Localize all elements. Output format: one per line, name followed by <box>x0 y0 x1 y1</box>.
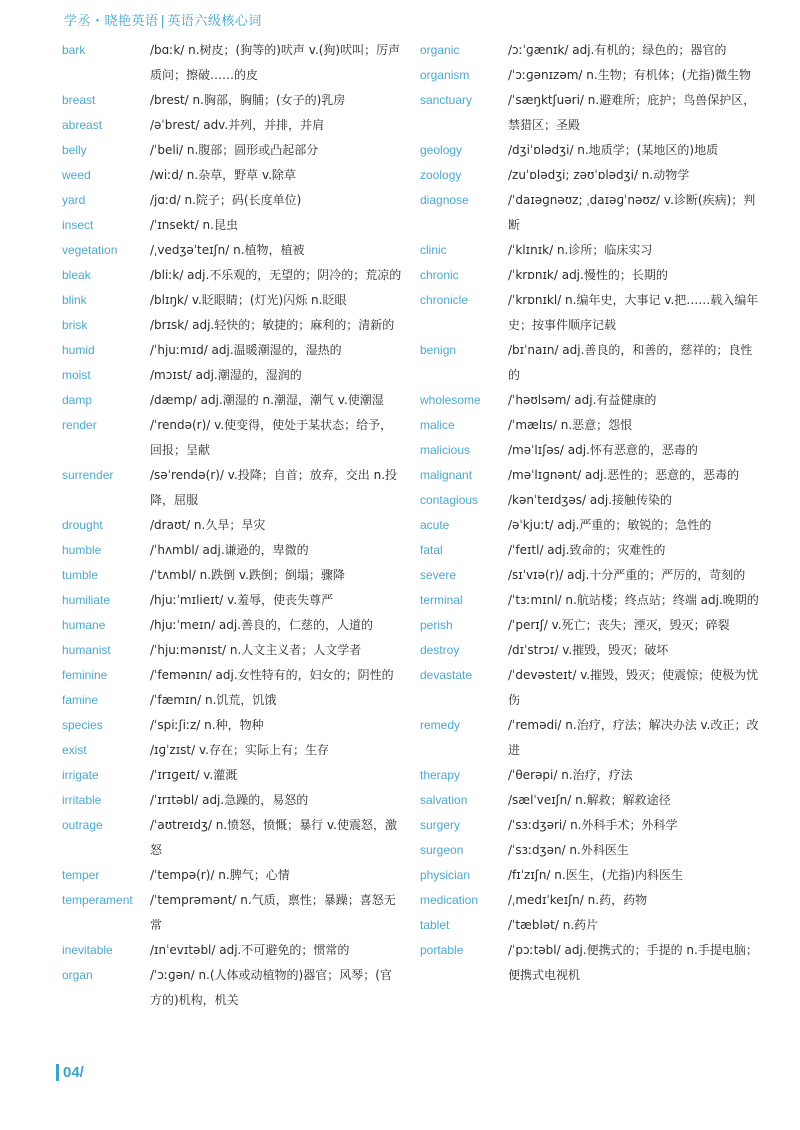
vocab-entry <box>62 513 402 538</box>
brand-label: 学丞・晓艳英语 <box>64 14 159 29</box>
vocab-word: species <box>62 718 103 732</box>
vocab-entry <box>420 663 760 713</box>
vocab-entry <box>62 163 402 188</box>
vocab-word: devastate <box>420 668 473 682</box>
vocab-definition: /ˈtemprəmənt/ n.气质，禀性；暴躁；喜怒无常 <box>150 893 396 932</box>
vocab-entry <box>420 413 760 438</box>
vocab-definition: /kənˈteɪdʒəs/ adj.接触传染的 <box>508 493 672 507</box>
vocab-word: brisk <box>62 318 88 332</box>
vocab-entry <box>420 638 760 663</box>
vocab-entry <box>62 788 402 813</box>
vocab-entry <box>420 463 760 488</box>
vocab-word: tumble <box>62 568 99 582</box>
right-column <box>420 38 760 988</box>
vocab-definition: /bɑːk/ n.树皮；(狗等的)吠声 v.(狗)吠叫；厉声质问；擦破……的皮 <box>150 43 401 82</box>
vocab-definition: /hjuːˈmeɪn/ adj.善良的，仁慈的，人道的 <box>150 618 374 632</box>
vocab-entry <box>420 388 760 413</box>
vocab-word: remedy <box>420 718 461 732</box>
vocab-definition: /ˈfæmɪn/ n.饥荒，饥饿 <box>150 693 277 707</box>
vocab-word: vegetation <box>62 243 118 257</box>
vocab-entry <box>420 88 760 138</box>
vocab-entry <box>62 213 402 238</box>
vocab-definition: /wiːd/ n.杂草，野草 v.除草 <box>150 168 296 182</box>
vocab-definition: /ˈhjuːmənɪst/ n.人文主义者；人文学者 <box>150 643 362 657</box>
vocab-word: humiliate <box>62 593 111 607</box>
vocab-definition: /ˈklɪnɪk/ n.诊所；临床实习 <box>508 243 653 257</box>
vocab-word: acute <box>420 518 450 532</box>
vocab-word: moist <box>62 368 91 382</box>
vocab-definition: /ˈperɪʃ/ v.死亡；丧失；湮灭，毁灭；碎裂 <box>508 618 730 632</box>
vocab-entry <box>420 163 760 188</box>
vocab-word: yard <box>62 193 86 207</box>
vocab-word: temperament <box>62 893 133 907</box>
vocab-entry <box>62 413 402 463</box>
vocab-definition: /ˌmedɪˈkeɪʃn/ n.药，药物 <box>508 893 648 907</box>
vocab-definition: /ˈaʊtreɪdʒ/ n.愤怒，愤慨；暴行 v.使震怒，激怒 <box>150 818 397 857</box>
vocab-word: humble <box>62 543 102 557</box>
vocab-definition: /ˈspiːʃiːz/ n.种，物种 <box>150 718 264 732</box>
vocab-word: therapy <box>420 768 461 782</box>
vocab-definition: /ˈkrɒnɪk/ adj.慢性的；长期的 <box>508 268 668 282</box>
vocab-word: terminal <box>420 593 463 607</box>
vocab-word: render <box>62 418 97 432</box>
vocab-definition: /ɔːˈɡænɪk/ adj.有机的；绿色的；器官的 <box>508 43 727 57</box>
vocab-entry <box>420 438 760 463</box>
vocab-definition: /ˈɪrɪɡeɪt/ v.灌溉 <box>150 768 238 782</box>
vocab-definition: /mɔɪst/ adj.潮湿的，湿润的 <box>150 368 302 382</box>
vocab-entry <box>420 888 760 913</box>
vocab-word: feminine <box>62 668 108 682</box>
vocab-definition: /ˈtʌmbl/ n.跌倒 v.跌倒；倒塌；骤降 <box>150 568 345 582</box>
vocab-definition: /ˈsæŋktʃuəri/ n.避难所；庇护；鸟兽保护区，禁猎区；圣殿 <box>508 93 756 132</box>
page-number: 04/ <box>56 1064 84 1081</box>
vocab-word: zoology <box>420 168 462 182</box>
vocab-entry <box>420 588 760 613</box>
vocab-entry <box>62 563 402 588</box>
vocab-entry <box>420 763 760 788</box>
vocab-word: physician <box>420 868 471 882</box>
vocab-entry <box>62 463 402 513</box>
vocab-entry <box>420 63 760 88</box>
vocab-definition: /ˈɔːɡən/ n.(人体或动植物的)器官；风琴；(官方的)机构，机关 <box>150 968 392 1007</box>
vocab-word: drought <box>62 518 103 532</box>
vocab-word: bleak <box>62 268 91 282</box>
vocab-definition: /məˈlɪɡnənt/ adj.恶性的；恶意的，恶毒的 <box>508 468 740 482</box>
vocab-word: famine <box>62 693 99 707</box>
header-title: 英语六级核心词 <box>167 14 262 29</box>
vocab-word: malice <box>420 418 455 432</box>
vocab-entry <box>62 688 402 713</box>
vocab-word: surgery <box>420 818 461 832</box>
vocab-entry <box>62 388 402 413</box>
vocab-word: humid <box>62 343 95 357</box>
vocab-definition: /dʒiˈɒlədʒi/ n.地质学；(某地区的)地质 <box>508 143 719 157</box>
vocab-definition: /ɪɡˈzɪst/ v.存在；实际上有；生存 <box>150 743 329 757</box>
vocab-definition: /ˌvedʒəˈteɪʃn/ n.植物，植被 <box>150 243 305 257</box>
vocab-entry <box>62 38 402 88</box>
vocab-definition: /əˈkjuːt/ adj.严重的；敏锐的；急性的 <box>508 518 712 532</box>
vocab-word: salvation <box>420 793 468 807</box>
vocab-word: severe <box>420 568 457 582</box>
vocab-word: contagious <box>420 493 479 507</box>
vocab-definition: /ˈremədi/ n.治疗，疗法；解决办法 v.改正；改进 <box>508 718 759 757</box>
vocab-word: wholesome <box>420 393 481 407</box>
vocab-definition: /sɪˈvɪə(r)/ adj.十分严重的；严厉的，苛刻的 <box>508 568 746 582</box>
vocab-definition: /draʊt/ n.久旱；旱灾 <box>150 518 266 532</box>
vocab-definition: /ˈbeli/ n.腹部；圆形或凸起部分 <box>150 143 319 157</box>
vocab-definition: /dæmp/ adj.潮湿的 n.潮湿，潮气 v.使潮湿 <box>150 393 384 407</box>
vocab-word: outrage <box>62 818 103 832</box>
vocab-definition: /ˈtɜːmɪnl/ n.航站楼；终点站；终端 adj.晚期的 <box>508 593 759 607</box>
vocab-word: organic <box>420 43 460 57</box>
vocab-entry <box>420 513 760 538</box>
vocab-entry <box>62 863 402 888</box>
vocab-entry <box>420 538 760 563</box>
vocab-entry <box>62 188 402 213</box>
vocab-word: chronic <box>420 268 459 282</box>
vocab-definition: /bɪˈnaɪn/ adj.善良的，和善的，慈祥的；良性的 <box>508 343 753 382</box>
vocab-word: benign <box>420 343 457 357</box>
vocab-entry <box>420 38 760 63</box>
vocab-word: insect <box>62 218 94 232</box>
vocab-definition: /ˈrendə(r)/ v.使变得，使处于某状态；给予，回报；呈献 <box>150 418 393 457</box>
vocab-definition: /ˈfeɪtl/ adj.致命的；灾难性的 <box>508 543 666 557</box>
vocab-entry <box>62 613 402 638</box>
vocab-definition: /ˈsɜːdʒən/ n.外科医生 <box>508 843 629 857</box>
vocab-definition: /jɑːd/ n.院子；码(长度单位) <box>150 193 302 207</box>
vocab-definition: /sælˈveɪʃn/ n.解救；解救途径 <box>508 793 671 807</box>
vocab-definition: /fɪˈzɪʃn/ n.医生，(尤指)内科医生 <box>508 868 684 882</box>
vocab-entry <box>62 813 402 863</box>
vocab-entry <box>420 838 760 863</box>
vocab-entry <box>62 888 402 938</box>
vocab-entry <box>420 613 760 638</box>
vocab-entry <box>420 788 760 813</box>
vocab-entry <box>62 663 402 688</box>
vocab-entry <box>420 913 760 938</box>
vocab-definition: /məˈlɪʃəs/ adj.怀有恶意的，恶毒的 <box>508 443 698 457</box>
vocab-entry <box>420 238 760 263</box>
vocab-word: irrigate <box>62 768 99 782</box>
vocab-word: organism <box>420 68 470 82</box>
vocab-word: geology <box>420 143 463 157</box>
vocab-definition: /əˈbrest/ adv.并列，并排，并肩 <box>150 118 325 132</box>
vocab-definition: /ˈɪrɪtəbl/ adj.急躁的，易怒的 <box>150 793 309 807</box>
vocab-word: chronicle <box>420 293 469 307</box>
vocab-definition: /ˈfemənɪn/ adj.女性特有的，妇女的；阴性的 <box>150 668 394 682</box>
vocab-entry <box>62 113 402 138</box>
vocab-word: portable <box>420 943 464 957</box>
vocab-definition: /ˈtempə(r)/ n.脾气；心情 <box>150 868 290 882</box>
vocab-word: weed <box>62 168 91 182</box>
vocab-word: damp <box>62 393 93 407</box>
vocab-word: perish <box>420 618 453 632</box>
vocab-entry <box>62 288 402 313</box>
vocab-definition: /dɪˈstrɔɪ/ v.摧毁，毁灭；破坏 <box>508 643 669 657</box>
vocab-entry <box>62 538 402 563</box>
vocab-word: humanist <box>62 643 111 657</box>
header-divider: | <box>160 14 166 29</box>
vocab-word: clinic <box>420 243 447 257</box>
vocab-word: medication <box>420 893 479 907</box>
vocab-entry <box>420 813 760 838</box>
vocab-entry <box>62 738 402 763</box>
vocab-word: blink <box>62 293 87 307</box>
vocab-definition: /ˈθerəpi/ n.治疗，疗法 <box>508 768 633 782</box>
vocab-entry <box>420 863 760 888</box>
vocab-entry <box>420 938 760 988</box>
vocab-entry <box>420 488 760 513</box>
vocab-definition: /ˈkrɒnɪkl/ n.编年史，大事记 v.把……载入编年史；按事件顺序记载 <box>508 293 759 332</box>
vocab-entry <box>62 588 402 613</box>
vocab-definition: /brest/ n.胸部，胸脯；(女子的)乳房 <box>150 93 346 107</box>
vocab-entry <box>62 238 402 263</box>
vocab-definition: /ˈmælɪs/ n.恶意；怨恨 <box>508 418 633 432</box>
vocab-word: breast <box>62 93 96 107</box>
vocab-entry <box>420 188 760 238</box>
vocab-word: bark <box>62 43 86 57</box>
vocab-word: organ <box>62 968 93 982</box>
vocab-definition: /ˈɪnsekt/ n.昆虫 <box>150 218 238 232</box>
vocab-entry <box>62 138 402 163</box>
left-column <box>62 38 402 1013</box>
vocab-entry <box>420 263 760 288</box>
vocab-word: abreast <box>62 118 103 132</box>
vocab-definition: /ˈhjuːmɪd/ adj.温暖潮湿的，湿热的 <box>150 343 342 357</box>
vocab-word: destroy <box>420 643 460 657</box>
vocab-word: belly <box>62 143 87 157</box>
vocab-word: inevitable <box>62 943 113 957</box>
vocab-definition: /hjuːˈmɪlieɪt/ v.羞辱，使丧失尊严 <box>150 593 334 607</box>
vocab-word: irritable <box>62 793 102 807</box>
vocab-definition: /brɪsk/ adj.轻快的；敏捷的；麻利的；清新的 <box>150 318 395 332</box>
vocab-definition: /zuˈɒlədʒi; zəʊˈɒlədʒi/ n.动物学 <box>508 168 690 182</box>
page-header <box>64 10 262 29</box>
vocab-entry <box>62 638 402 663</box>
vocab-definition: /ˈɔːɡənɪzəm/ n.生物；有机体；(尤指)微生物 <box>508 68 752 82</box>
vocab-entry <box>62 338 402 363</box>
vocab-entry <box>62 763 402 788</box>
vocab-word: malicious <box>420 443 471 457</box>
vocab-entry <box>420 713 760 763</box>
vocab-word: surrender <box>62 468 114 482</box>
vocab-entry <box>420 563 760 588</box>
vocab-entry <box>62 313 402 338</box>
vocab-entry <box>62 963 402 1013</box>
vocab-definition: /ˈhʌmbl/ adj.谦逊的，卑微的 <box>150 543 309 557</box>
vocab-definition: /ˈdaɪəɡnəʊz; ˌdaɪəɡˈnəʊz/ v.诊断(疾病)；判断 <box>508 193 756 232</box>
vocab-word: temper <box>62 868 100 882</box>
vocab-entry <box>420 338 760 388</box>
vocab-word: sanctuary <box>420 93 473 107</box>
vocab-word: malignant <box>420 468 473 482</box>
vocab-entry <box>62 938 402 963</box>
vocab-definition: /ˈsɜːdʒəri/ n.外科手术；外科学 <box>508 818 678 832</box>
vocab-word: exist <box>62 743 87 757</box>
vocab-word: tablet <box>420 918 450 932</box>
vocab-entry <box>62 88 402 113</box>
vocab-definition: /səˈrendə(r)/ v.投降；自首；放弃，交出 n.投降，屈服 <box>150 468 398 507</box>
vocab-definition: /ˈdevəsteɪt/ v.摧毁，毁灭；使震惊；使极为忧伤 <box>508 668 759 707</box>
vocab-entry <box>420 138 760 163</box>
vocab-definition: /blɪŋk/ v.眨眼睛；(灯光)闪烁 n.眨眼 <box>150 293 347 307</box>
vocab-entry <box>62 263 402 288</box>
vocab-word: surgeon <box>420 843 464 857</box>
vocab-definition: /ˈhəʊlsəm/ adj.有益健康的 <box>508 393 657 407</box>
vocab-entry <box>62 363 402 388</box>
vocab-word: humane <box>62 618 106 632</box>
vocab-definition: /ˈpɔːtəbl/ adj.便携式的；手提的 n.手提电脑；便携式电视机 <box>508 943 758 982</box>
vocab-entry <box>420 288 760 338</box>
vocab-definition: /ɪnˈevɪtəbl/ adj.不可避免的；惯常的 <box>150 943 350 957</box>
vocab-entry <box>62 713 402 738</box>
vocab-word: diagnose <box>420 193 469 207</box>
vocab-definition: /bliːk/ adj.不乐观的，无望的；阴冷的；荒凉的 <box>150 268 402 282</box>
vocab-definition: /ˈtæblət/ n.药片 <box>508 918 599 932</box>
vocab-word: fatal <box>420 543 443 557</box>
